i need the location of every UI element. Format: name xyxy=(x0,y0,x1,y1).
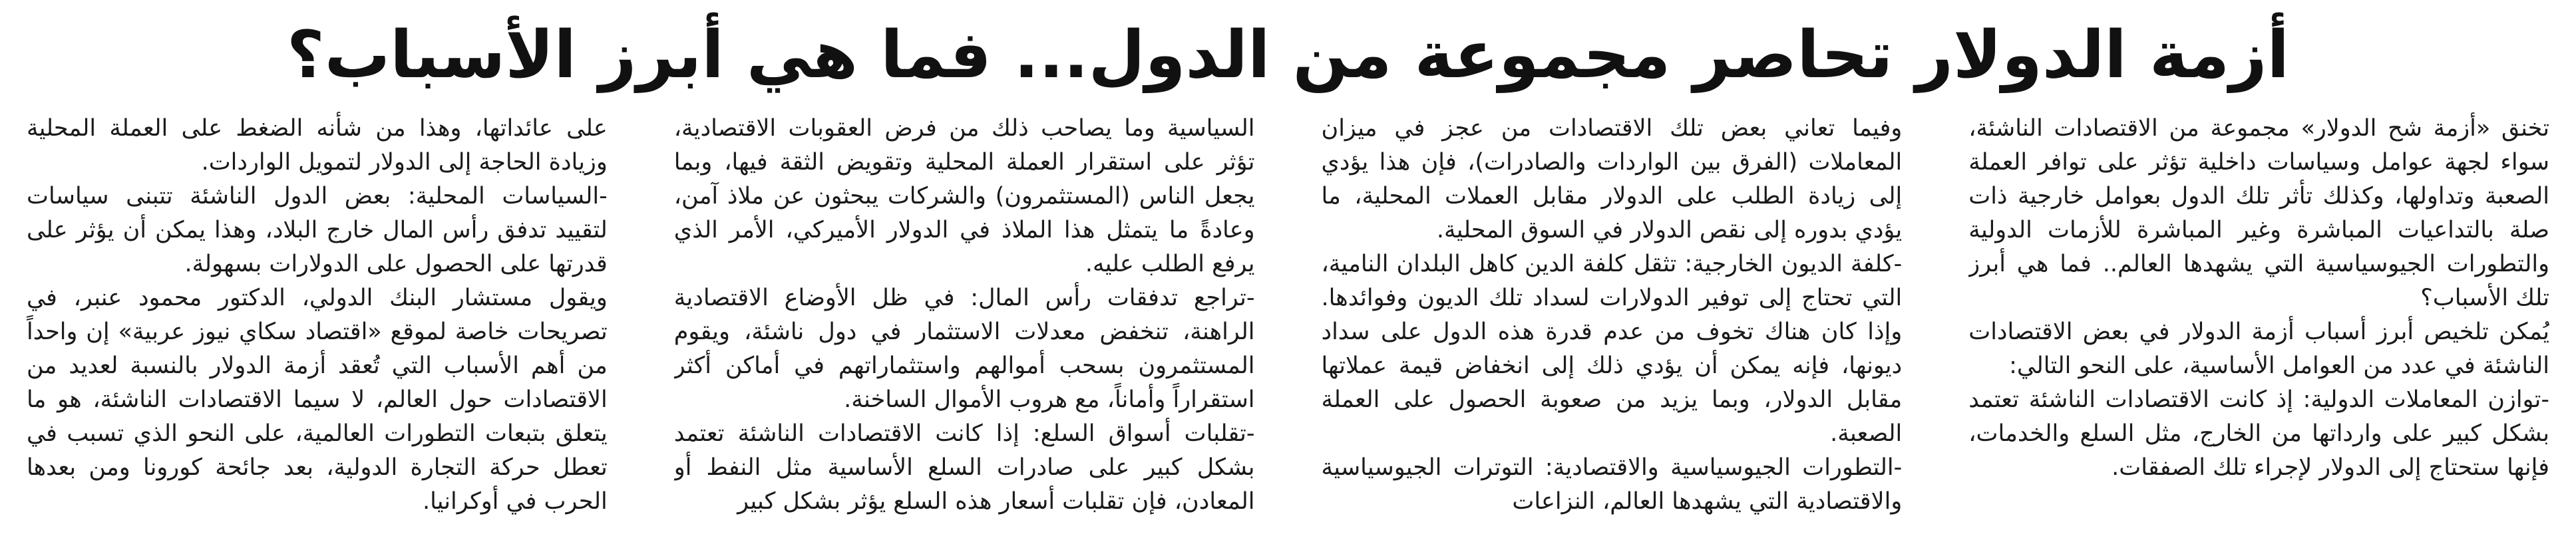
paragraph: وفيما تعاني بعض تلك الاقتصادات من عجز في ميزان المعاملات (الفرق بين الواردات والصادرات)، فإن هذا يؤدي إلى زيادة الطلب على الدولار مقابل العملات المحلية، ما يؤدي بدوره إلى نقص الدولار في السوق المحلية. xyxy=(1321,115,1903,243)
article-body xyxy=(27,112,2549,551)
paragraph: على عائداتها، وهذا من شأنه الضغط على العملة المحلية وزيادة الحاجة إلى الدولار لتمويل الواردات. xyxy=(27,115,608,176)
paragraph: -توازن المعاملات الدولية: إذ كانت الاقتصادات الناشئة تعتمد بشكل كبير على وارداتها من الخارج، مثل السلع والخدمات، فإنها ستحتاج إلى الدولار لإجراء تلك الصفقات. xyxy=(1968,386,2549,481)
paragraph: السياسية وما يصاحب ذلك من فرض العقوبات الاقتصادية، تؤثر على استقرار العملة المحلية وتقويض الثقة فيها، وبما يجعل الناس (المستثمرون) والشركات يبحثون عن ملاذ آمن، وعادةً ما يتمثل هذا الملاذ في الدولار الأميركي، الأمر الذي يرفع الطلب عليه. xyxy=(673,115,1255,277)
paragraph: تخنق «أزمة شح الدولار» مجموعة من الاقتصادات الناشئة، سواء لجهة عوامل وسياسات داخلية تؤثر على توافر العملة الصعبة وتداولها، وكذلك تأثر تلك الدول بعوامل خارجية ذات صلة بالتداعيات المباشرة وغير المباشرة للأزمات الدولية والتطورات الجيوسياسية التي يشهدها العالم.. فما هي أبرز تلك الأسباب؟ xyxy=(1968,115,2549,311)
article-column-1 xyxy=(1968,112,2549,551)
article-column-3 xyxy=(674,112,1255,551)
article-column-4 xyxy=(27,112,608,551)
paragraph: -كلفة الديون الخارجية: تثقل كلفة الدين كاهل البلدان النامية، التي تحتاج إلى توفير الدولارات لسداد تلك الديون وفوائدها. وإذا كان هناك تخوف من عدم قدرة هذه الدول على سداد ديونها، فإنه يمكن أن يؤدي ذلك إلى انخفاض قيمة عملاتها مقابل الدولار، وبما يزيد من صعوبة الحصول على العملة الصعبة. xyxy=(1321,251,1903,447)
paragraph: يُمكن تلخيص أبرز أسباب أزمة الدولار في بعض الاقتصادات الناشئة في عدد من العوامل الأساسية، على النحو التالي: xyxy=(1968,319,2549,379)
paragraph: ويقول مستشار البنك الدولي، الدكتور محمود عنبر، في تصريحات خاصة لموقع «اقتصاد سكاي نيوز عربية» إن واحداً من أهم الأسباب التي تُعقد أزمة الدولار بالنسبة لعديد من الاقتصادات حول العالم، لا سيما الاقتصادات الناشئة، هو ما يتعلق بتبعات التطورات العالمية، على النحو الذي تسبب في تعطل حركة التجارة الدولية، بعد جائحة كورونا ومن بعدها الحرب في أوكرانيا. xyxy=(27,285,608,515)
article-column-2 xyxy=(1322,112,1903,551)
article-headline: أزمة الدولار تحاصر مجموعة من الدول... فما هي أبرز الأسباب؟ xyxy=(286,17,2290,93)
paragraph: -تقلبات أسواق السلع: إذا كانت الاقتصادات الناشئة تعتمد بشكل كبير على صادرات السلع الأساسية مثل النفط أو المعادن، فإن تقلبات أسعار هذه السلع يؤثر بشكل كبير xyxy=(673,420,1255,515)
paragraph: -السياسات المحلية: بعض الدول الناشئة تتبنى سياسات لتقييد تدفق رأس المال خارج البلاد، وهذا يمكن أن يؤثر على قدرتها على الحصول على الدولارات بسهولة. xyxy=(27,183,608,277)
paragraph: -التطورات الجيوسياسية والاقتصادية: التوترات الجيوسياسية والاقتصادية التي يشهدها العالم، النزاعات xyxy=(1321,454,1903,515)
paragraph: -تراجع تدفقات رأس المال: في ظل الأوضاع الاقتصادية الراهنة، تنخفض معدلات الاستثمار في دول ناشئة، ويقوم المستثمرون بسحب أموالهم واستثماراتهم في أماكن أكثر استقراراً وأماناً، مع هروب الأموال الساخنة. xyxy=(673,285,1255,413)
